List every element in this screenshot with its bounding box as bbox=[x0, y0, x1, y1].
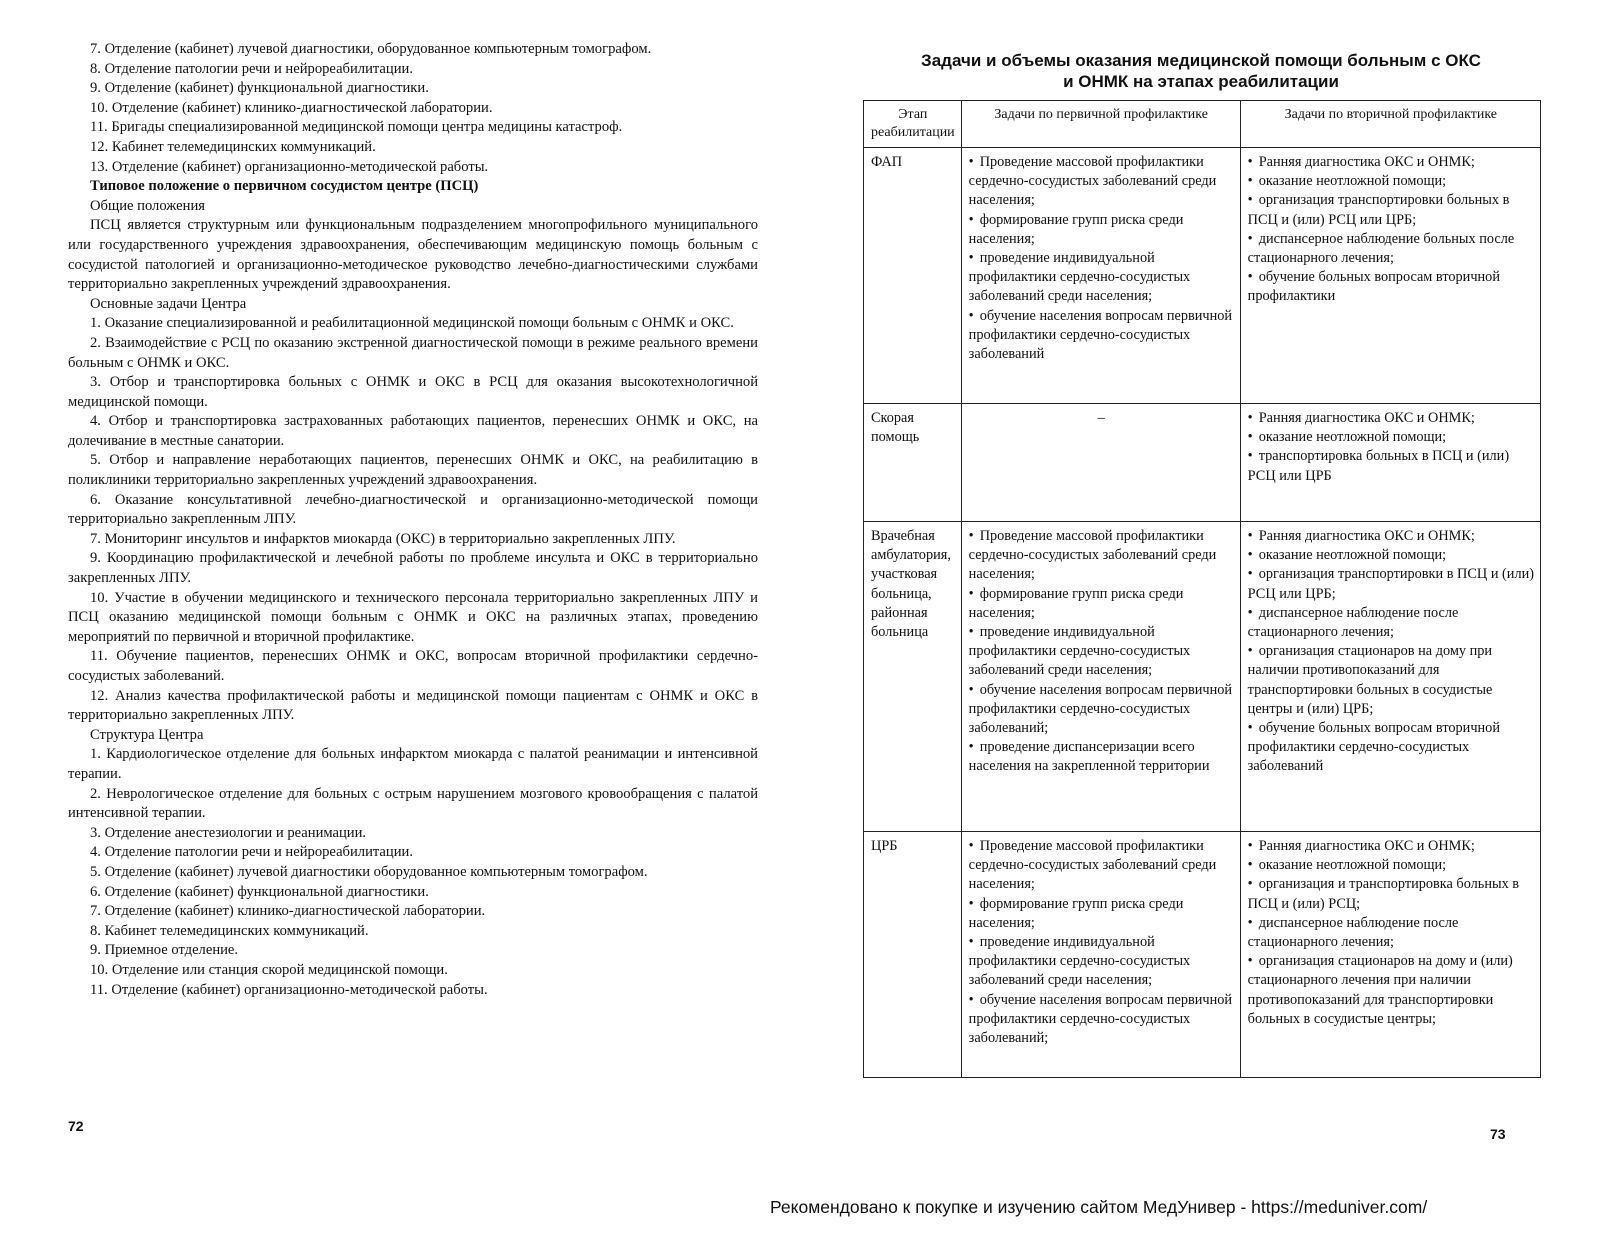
table-row bbox=[864, 832, 1541, 1078]
list-item: • Проведение массовой профилактики сердечно-сосудистых заболеваний среди населения; bbox=[969, 837, 1234, 895]
table-title bbox=[860, 50, 1542, 92]
list-item: • организация стационаров на дому и (или) стационарного лечения при наличии противопоказаний для транспортировки больных в сосудистые центры; bbox=[1248, 952, 1534, 1029]
list-item: • Ранняя диагностика ОКС и ОНМК; bbox=[1248, 527, 1534, 546]
table-title-line1: Задачи и объемы оказания медицинской помощи больным с ОКС bbox=[921, 51, 1481, 70]
paragraph: ПСЦ является структурным или функциональным подразделением многопрофильного муниципального или государственного учреждения здравоохранения, обеспечивающим медицинскую помощь больным с сосудистой патологией и организационно-методическое руководство лечебно-диагностическими службами территориально закрепленных учреждений здравоохранения. bbox=[68, 217, 758, 293]
primary-cell bbox=[961, 404, 1240, 522]
list-item: • обучение больных вопросам вторичной профилактики bbox=[1248, 268, 1534, 306]
paragraph: 7. Отделение (кабинет) клинико-диагностической лаборатории. bbox=[90, 903, 486, 920]
list-item: • оказание неотложной помощи; bbox=[1248, 546, 1534, 565]
paragraph: 4. Отбор и транспортировка застрахованных работающих пациентов, перенесших ОНМК и ОКС, на долечивание в местные санатории. bbox=[68, 413, 758, 449]
list-item: • Проведение массовой профилактики сердечно-сосудистых заболеваний среди населения; bbox=[969, 153, 1234, 211]
list-item: • организация и транспортировка больных в ПСЦ и (или) РСЦ; bbox=[1248, 875, 1534, 913]
paragraph: 3. Отбор и транспортировка больных с ОНМК и ОКС в РСЦ для оказания высокотехнологичной медицинской помощи. bbox=[68, 374, 758, 410]
table-row bbox=[864, 522, 1541, 832]
empty-dash: – bbox=[1097, 410, 1105, 426]
list-item: • проведение индивидуальной профилактики сердечно-сосудистых заболеваний среди населения; bbox=[969, 249, 1234, 307]
table-header-row bbox=[864, 101, 1541, 148]
list-item: • транспортировка больных в ПСЦ и (или) РСЦ или ЦРБ bbox=[1248, 447, 1534, 485]
header-primary: Задачи по первичной профилактике bbox=[961, 101, 1240, 148]
table-row bbox=[864, 404, 1541, 522]
list-item: • организация транспортировки больных в ПСЦ и (или) РСЦ или ЦРБ; bbox=[1248, 191, 1534, 229]
rehab-tasks-table bbox=[863, 100, 1541, 1078]
paragraph: 6. Оказание консультативной лечебно-диагностической и организационно-методической помощи территориально закрепленным ЛПУ. bbox=[68, 491, 758, 528]
list-item: • Ранняя диагностика ОКС и ОНМК; bbox=[1248, 409, 1534, 428]
list-item: • диспансерное наблюдение больных после стационарного лечения; bbox=[1248, 230, 1534, 268]
list-item: • диспансерное наблюдение после стационарного лечения; bbox=[1248, 914, 1534, 952]
paragraph: 8. Отделение патологии речи и нейрореабилитации. bbox=[90, 60, 413, 77]
left-page-text bbox=[68, 40, 758, 1000]
primary-cell bbox=[961, 522, 1240, 832]
list-item: • проведение диспансеризации всего населения на закрепленной территории bbox=[969, 738, 1234, 776]
paragraph: 3. Отделение анестезиологии и реанимации. bbox=[90, 824, 367, 841]
page-number-left: 72 bbox=[68, 1118, 84, 1134]
paragraph: 10. Участие в обучении медицинского и технического персонала территориально закрепленных ЛПУ и ПСЦ оказанию медицинской помощи больным с ОНМК и ОКС на различных этапах, проведению мероприятий по первичной и вторичной профилактике. bbox=[68, 589, 758, 645]
list-item: • обучение больных вопросам вторичной профилактики сердечно-сосудистых заболеваний bbox=[1248, 719, 1534, 777]
paragraph: 10. Отделение (кабинет) клинико-диагностической лаборатории. bbox=[90, 99, 493, 116]
paragraph: Основные задачи Центра bbox=[90, 295, 247, 312]
paragraph: 11. Отделение (кабинет) организационно-методической работы. bbox=[90, 981, 488, 998]
list-item: • оказание неотложной помощи; bbox=[1248, 172, 1534, 191]
paragraph: 12. Кабинет телемедицинских коммуникаций. bbox=[90, 138, 376, 155]
paragraph: 10. Отделение или станция скорой медицинской помощи. bbox=[90, 961, 448, 978]
secondary-cell bbox=[1240, 832, 1540, 1078]
paragraph: 11. Бригады специализированной медицинской помощи центра медицины катастроф. bbox=[90, 119, 623, 136]
paragraph: Общие положения bbox=[90, 197, 205, 214]
list-item: • обучение населения вопросам первичной профилактики сердечно-сосудистых заболеваний bbox=[969, 307, 1234, 365]
paragraph: 2. Взаимодействие с РСЦ по оказанию экстренной диагностической помощи в режиме реального времени больным с ОНМК и ОКС. bbox=[68, 334, 758, 371]
paragraph: Структура Центра bbox=[90, 726, 204, 743]
list-item: • формирование групп риска среди населения; bbox=[969, 895, 1234, 933]
list-item: • оказание неотложной помощи; bbox=[1248, 856, 1534, 875]
paragraph: 12. Анализ качества профилактической работы и медицинской помощи пациентам с ОНМК и ОКС в территориально закрепленных ЛПУ. bbox=[68, 687, 758, 724]
stage-cell: ЦРБ bbox=[864, 832, 962, 1078]
primary-cell bbox=[961, 148, 1240, 404]
secondary-cell bbox=[1240, 148, 1540, 404]
stage-cell: Скорая помощь bbox=[864, 404, 962, 522]
paragraph: 11. Обучение пациентов, перенесших ОНМК и ОКС, вопросам вторичной профилактики сердечно-сосудистых заболеваний. bbox=[68, 648, 758, 684]
list-item: • диспансерное наблюдение после стационарного лечения; bbox=[1248, 604, 1534, 642]
list-item: • формирование групп риска среди населения; bbox=[969, 211, 1234, 249]
paragraph: 9. Отделение (кабинет) функциональной диагностики. bbox=[90, 80, 429, 97]
paragraph: 1. Оказание специализированной и реабилитационной медицинской помощи больным с ОНМК и ОКС. bbox=[90, 315, 734, 332]
header-secondary: Задачи по вторичной профилактике bbox=[1240, 101, 1540, 148]
paragraph: 5. Отделение (кабинет) лучевой диагностики оборудованное компьютерным томографом. bbox=[90, 863, 648, 880]
paragraph: 4. Отделение патологии речи и нейрореабилитации. bbox=[90, 844, 413, 861]
list-item: • обучение населения вопросам первичной профилактики сердечно-сосудистых заболеваний; bbox=[969, 991, 1234, 1049]
paragraph: 6. Отделение (кабинет) функциональной диагностики. bbox=[90, 883, 429, 900]
list-item: • организация стационаров на дому при наличии противопоказаний для транспортировки больных в сосудистые центры и (или) ЦРБ; bbox=[1248, 642, 1534, 719]
paragraph: 1. Кардиологическое отделение для больных инфарктом миокарда с палатой реанимации и интенсивной терапии. bbox=[68, 746, 758, 782]
list-item: • проведение индивидуальной профилактики сердечно-сосудистых заболеваний среди населения; bbox=[969, 933, 1234, 991]
stage-cell: ФАП bbox=[864, 148, 962, 404]
stage-cell: Врачебная амбулатория, участковая больница, районная больница bbox=[864, 522, 962, 832]
list-item: • формирование групп риска среди населения; bbox=[969, 585, 1234, 623]
footer-note: Рекомендовано к покупке и изучению сайтом МедУнивер - https://meduniver.com/ bbox=[770, 1197, 1428, 1217]
section-heading: Типовое положение о первичном сосудистом центре (ПСЦ) bbox=[90, 178, 479, 195]
list-item: • обучение населения вопросам первичной профилактики сердечно-сосудистых заболеваний; bbox=[969, 681, 1234, 739]
table-row bbox=[864, 148, 1541, 404]
list-item: • организация транспортировки в ПСЦ и (или) РСЦ или ЦРБ; bbox=[1248, 565, 1534, 603]
secondary-cell bbox=[1240, 404, 1540, 522]
paragraph: 7. Отделение (кабинет) лучевой диагностики, оборудованное компьютерным томографом. bbox=[90, 41, 652, 57]
list-item: • Ранняя диагностика ОКС и ОНМК; bbox=[1248, 153, 1534, 172]
paragraph: 8. Кабинет телемедицинских коммуникаций. bbox=[90, 922, 369, 939]
paragraph: 9. Приемное отделение. bbox=[90, 942, 239, 959]
paragraph: 13. Отделение (кабинет) организационно-методической работы. bbox=[90, 158, 489, 175]
list-item: • Ранняя диагностика ОКС и ОНМК; bbox=[1248, 837, 1534, 856]
paragraph: 7. Мониторинг инсультов и инфарктов миокарда (ОКС) в территориально закрепленных ЛПУ. bbox=[90, 530, 676, 547]
page-number-right: 73 bbox=[1490, 1126, 1506, 1142]
list-item: • проведение индивидуальной профилактики сердечно-сосудистых заболеваний среди населения; bbox=[969, 623, 1234, 681]
table-title-line2: и ОНМК на этапах реабилитации bbox=[1063, 72, 1339, 91]
secondary-cell bbox=[1240, 522, 1540, 832]
paragraph: 5. Отбор и направление неработающих пациентов, перенесших ОНМК и ОКС, на реабилитацию в поликлиники территориально закрепленных учреждений здравоохранения. bbox=[68, 452, 758, 489]
list-item: • оказание неотложной помощи; bbox=[1248, 428, 1534, 447]
right-page bbox=[860, 50, 1542, 100]
primary-cell bbox=[961, 832, 1240, 1078]
paragraph: 2. Неврологическое отделение для больных с острым нарушением мозгового кровообращения с палатой интенсивной терапии. bbox=[68, 785, 758, 822]
list-item: • Проведение массовой профилактики сердечно-сосудистых заболеваний среди населения; bbox=[969, 527, 1234, 585]
paragraph: 9. Координацию профилактической и лечебной работы по проблеме инсульта и ОКС в территориально закрепленных ЛПУ. bbox=[68, 550, 758, 587]
header-stage: Этап реабилитации bbox=[864, 101, 962, 148]
